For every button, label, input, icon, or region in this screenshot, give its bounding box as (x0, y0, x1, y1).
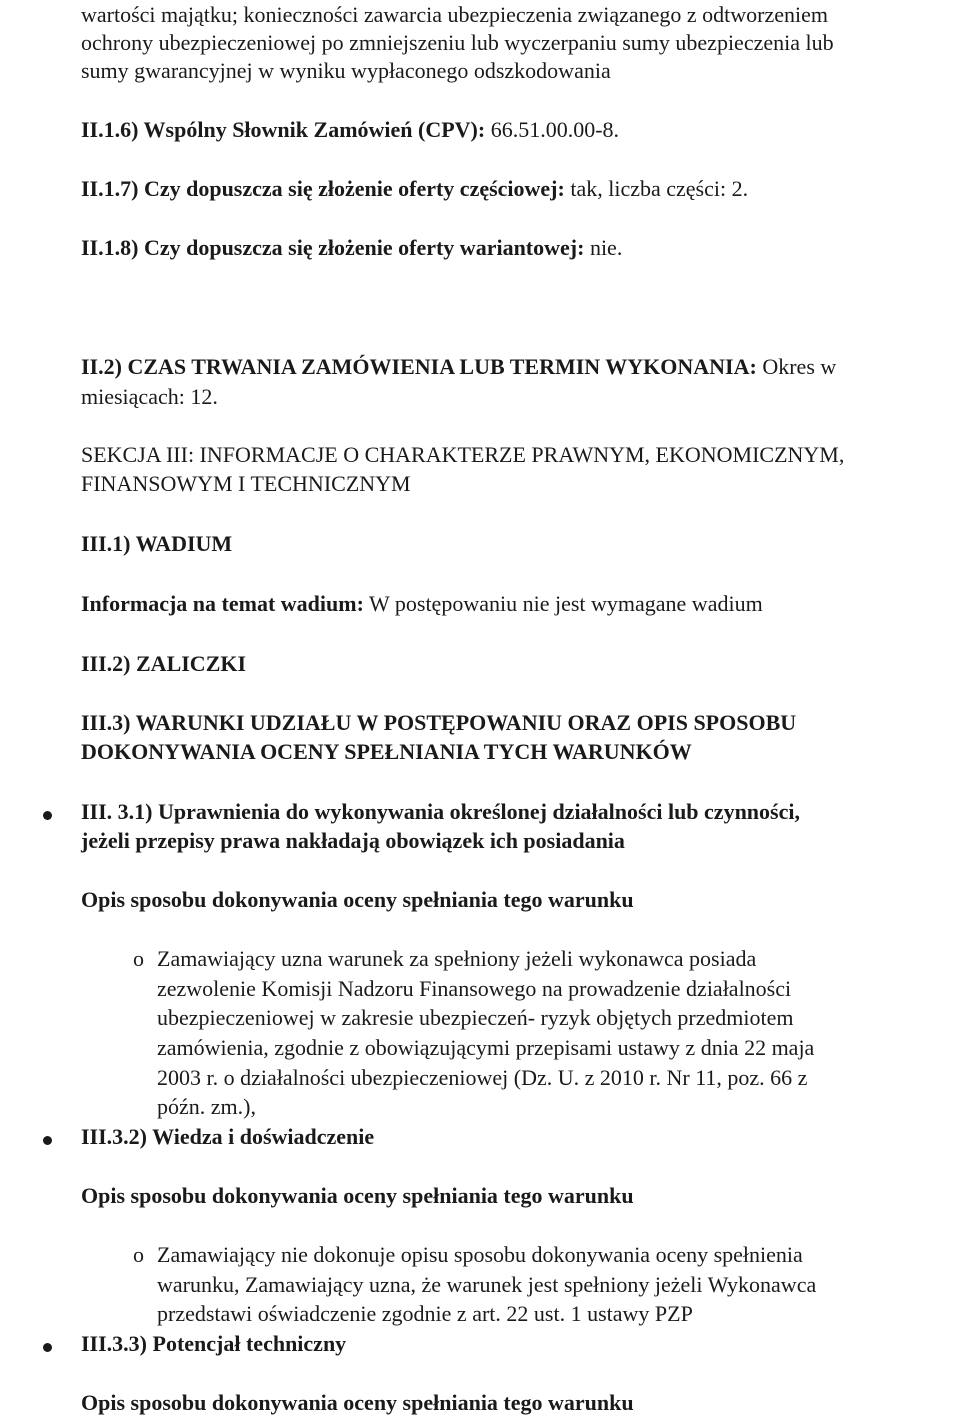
assessment-heading: Opis sposobu dokonywania oceny spełniania tego warunku (81, 887, 634, 912)
assessment-heading: Opis sposobu dokonywania oceny spełniania tego warunku (81, 1183, 634, 1208)
section-heading: FINANSOWYM I TECHNICZNYM (81, 471, 411, 496)
permits-heading: jeżeli przepisy prawa nakładają obowiązek ich posiadania (81, 828, 625, 853)
intro-line: ochrony ubezpieczeniowej po zmniejszeniu lub wyczerpaniu sumy ubezpieczenia lub (81, 30, 834, 55)
section-heading: SEKCJA III: INFORMACJE O CHARAKTERZE PRAWNYM, EKONOMICZNYM, (81, 442, 845, 467)
intro-line: wartości majątku; konieczności zawarcia ubezpieczenia związanego z odtworzeniem (81, 2, 829, 27)
condition-text-line: Zamawiający nie dokonuje opisu sposobu dokonywania oceny spełnienia (157, 1242, 803, 1267)
condition-text-line: 2003 r. o działalności ubezpieczeniowej (Dz. U. z 2010 r. Nr 11, poz. 66 z (157, 1065, 808, 1090)
permits-heading: III. 3.1) Uprawnienia do wykonywania określonej działalności lub czynności, (81, 799, 800, 824)
cpv-row (81, 115, 619, 145)
wadium-info-label: Informacja na temat wadium: (81, 591, 364, 616)
bullet-icon (43, 1343, 52, 1352)
partial-offer-row (81, 174, 748, 204)
conditions-heading: III.3) WARUNKI UDZIAŁU W POSTĘPOWANIU ORAZ OPIS SPOSOBU (81, 710, 797, 735)
wadium-info-row (81, 589, 763, 619)
duration-value: Okres w (756, 354, 837, 379)
condition-text-line: ubezpieczeniowej w zakresie ubezpieczeń- ryzyk objętych przedmiotem (157, 1005, 794, 1030)
condition-text-line: Zamawiający uzna warunek za spełniony jeżeli wykonawca posiada (157, 946, 757, 971)
cpv-value: 66.51.00.00-8. (485, 117, 620, 142)
circle-marker-icon: o (133, 946, 144, 971)
bullet-icon (43, 811, 52, 820)
duration-label: II.2) CZAS TRWANIA ZAMÓWIENIA LUB TERMIN WYKONANIA: (81, 354, 757, 379)
variant-offer-value: nie. (584, 235, 623, 260)
variant-offer-row (81, 233, 622, 263)
condition-text-line: warunku, Zamawiający uzna, że warunek jest spełniony jeżeli Wykonawca (157, 1272, 817, 1297)
duration-row (81, 352, 836, 382)
cpv-label: II.1.6) Wspólny Słownik Zamówień (CPV): (81, 117, 486, 142)
condition-text-line: zezwolenie Komisji Nadzoru Finansowego na prowadzenie działalności (157, 976, 792, 1001)
duration-value-cont: miesiącach: 12. (81, 384, 218, 409)
condition-text-line: przedstawi oświadczenie zgodnie z art. 22 ust. 1 ustawy PZP (157, 1301, 693, 1326)
experience-heading: III.3.2) Wiedza i doświadczenie (81, 1124, 375, 1149)
intro-line: sumy gwarancyjnej w wyniku wypłaconego odszkodowania (81, 58, 611, 83)
condition-text-line: późn. zm.), (157, 1094, 256, 1119)
advances-heading: III.2) ZALICZKI (81, 651, 247, 676)
assessment-heading: Opis sposobu dokonywania oceny spełniania tego warunku (81, 1390, 634, 1415)
bullet-icon (43, 1136, 52, 1145)
technical-potential-heading: III.3.3) Potencjał techniczny (81, 1331, 347, 1356)
partial-offer-value: tak, liczba części: 2. (564, 176, 749, 201)
conditions-heading: DOKONYWANIA OCENY SPEŁNIANIA TYCH WARUNKÓW (81, 739, 692, 764)
wadium-heading: III.1) WADIUM (81, 531, 233, 556)
circle-marker-icon: o (133, 1242, 144, 1267)
partial-offer-label: II.1.7) Czy dopuszcza się złożenie oferty częściowej: (81, 176, 565, 201)
variant-offer-label: II.1.8) Czy dopuszcza się złożenie oferty wariantowej: (81, 235, 585, 260)
condition-text-line: zamówienia, zgodnie z obowiązującymi przepisami ustawy z dnia 22 maja (157, 1035, 815, 1060)
wadium-info-value: W postępowaniu nie jest wymagane wadium (363, 591, 763, 616)
